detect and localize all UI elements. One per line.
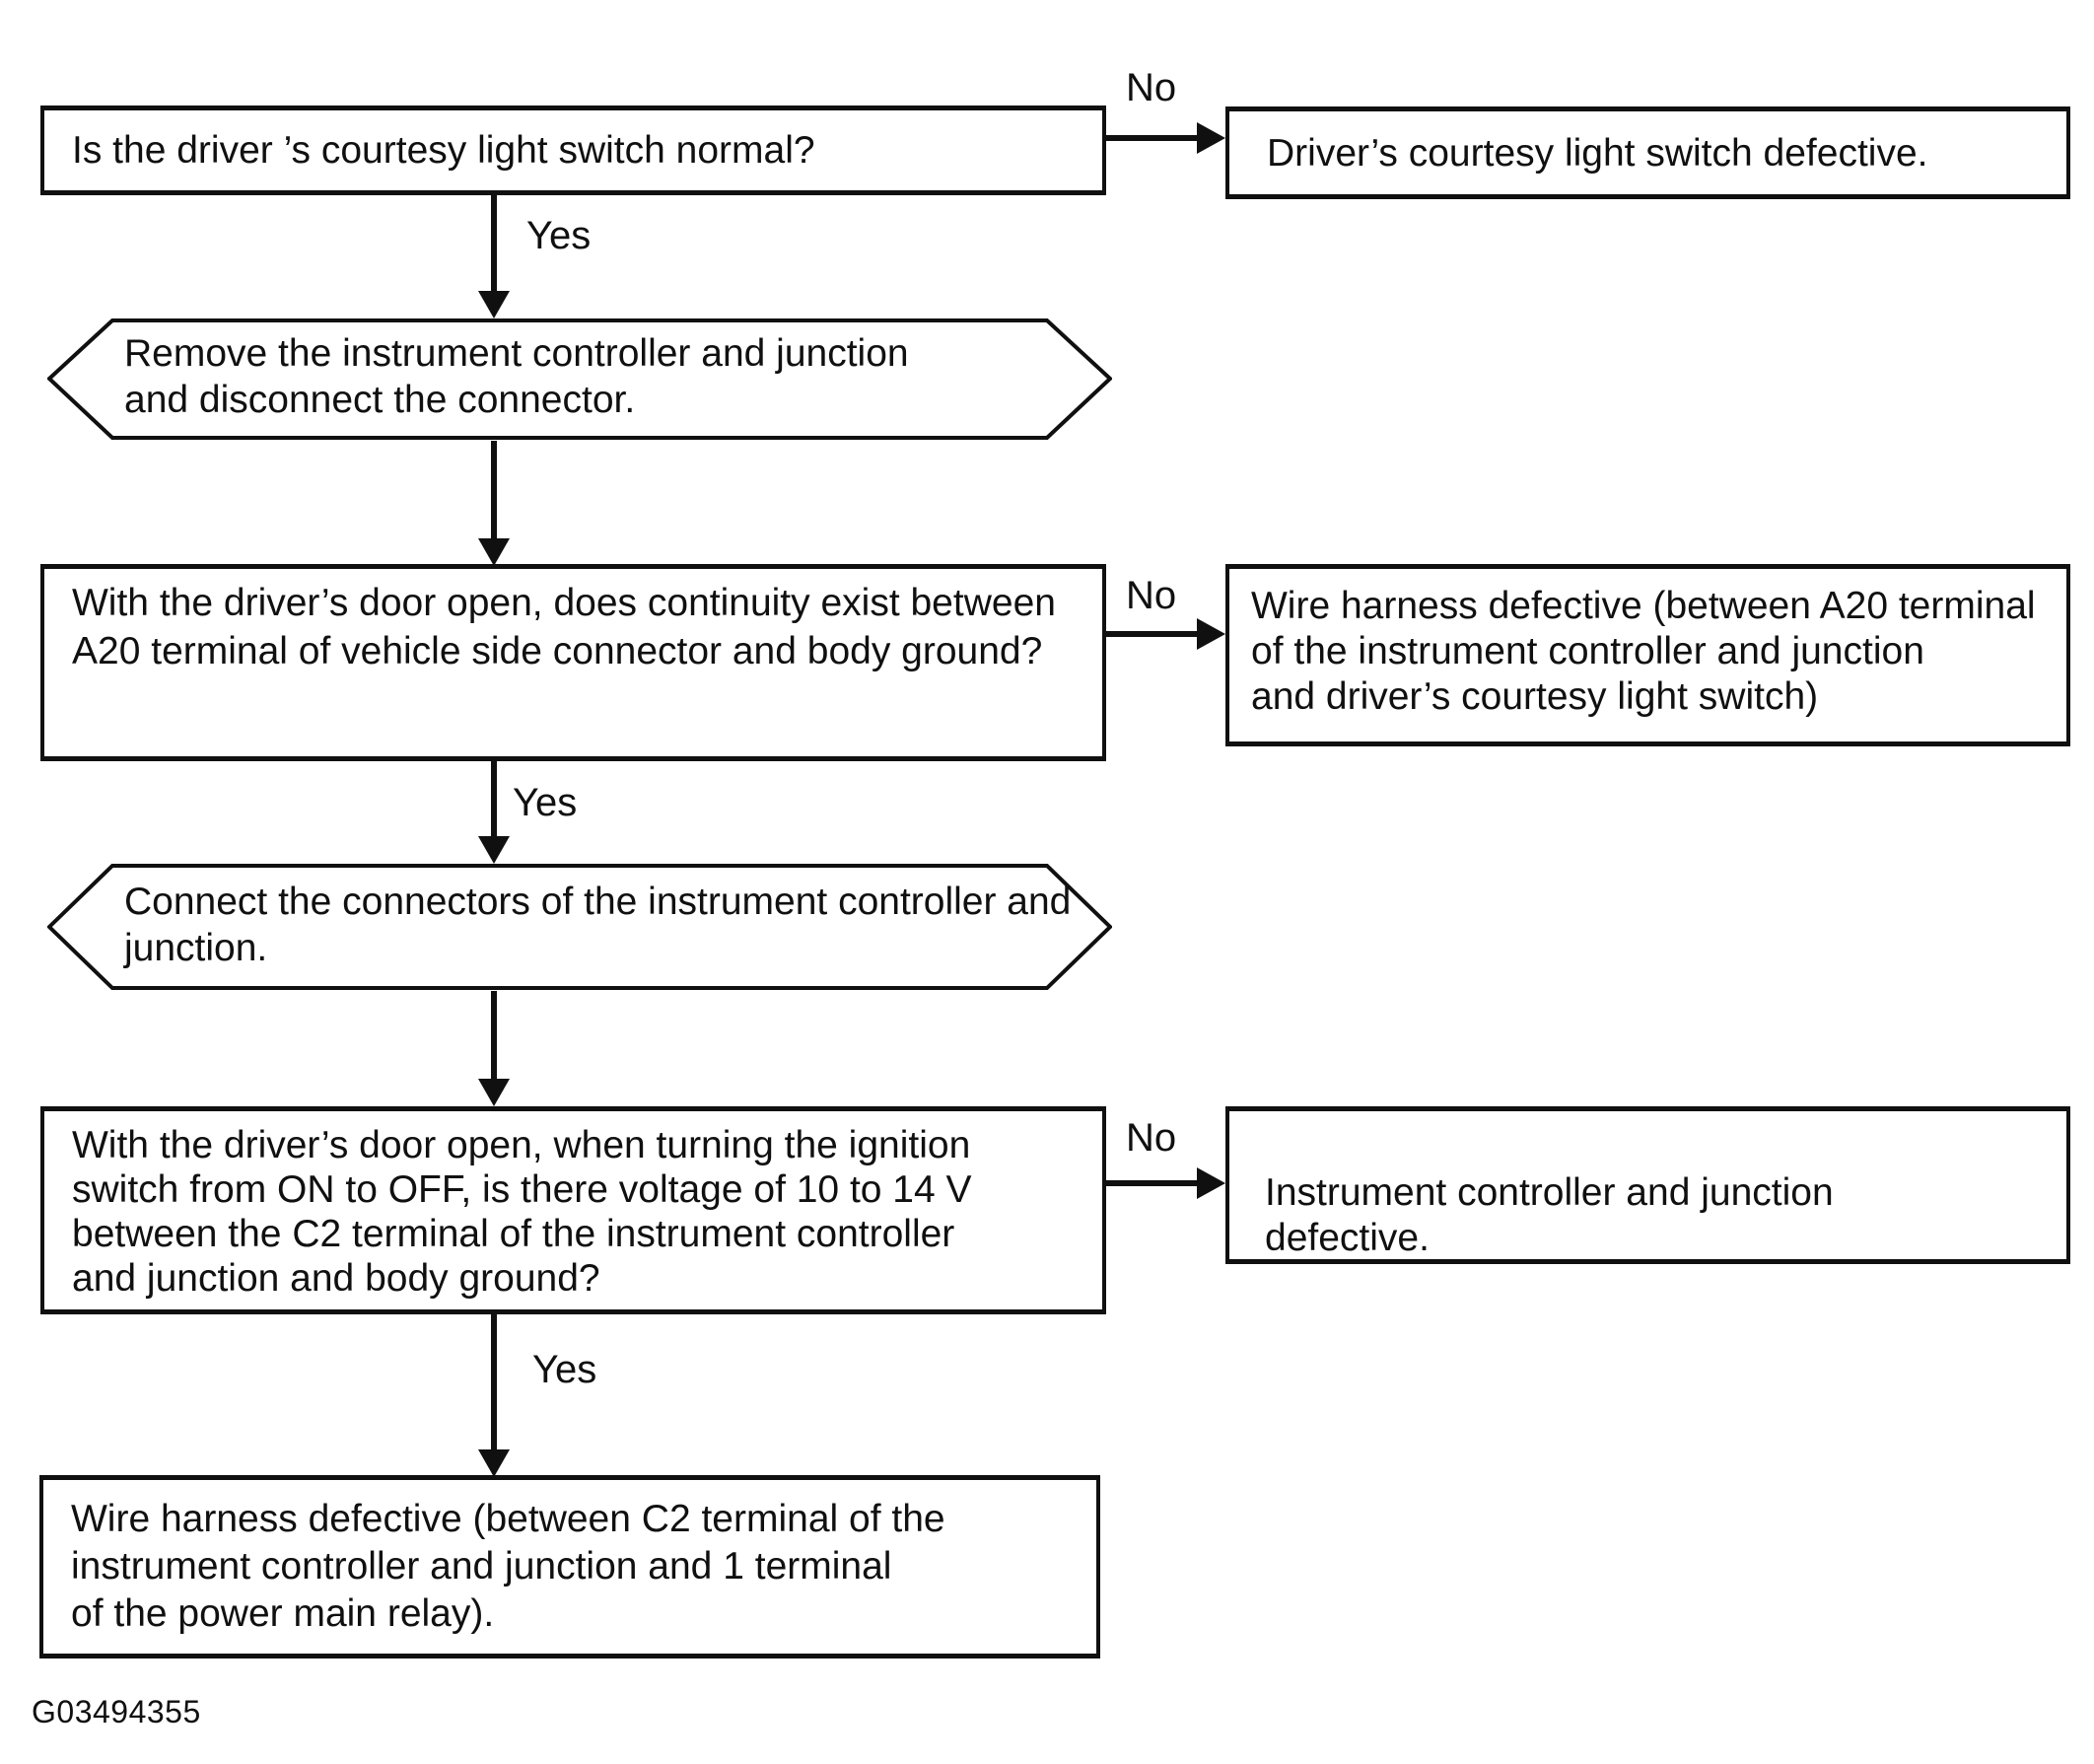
arrowhead-right-icon — [1197, 1167, 1225, 1199]
node-question-c2-voltage — [40, 1106, 1106, 1314]
node-text-block — [72, 1123, 1082, 1301]
node-text-block — [1265, 1170, 2053, 1261]
node-question-a20-continuity — [40, 564, 1106, 761]
node-text-block — [72, 579, 1082, 675]
node-line: of the power main relay). — [71, 1592, 495, 1635]
label-yes-3: Yes — [532, 1348, 597, 1391]
node-question-courtesy-switch-normal — [40, 106, 1106, 195]
node-line: between the C2 terminal of the instrument controller — [72, 1213, 955, 1255]
label-no-2: No — [1126, 574, 1177, 617]
node-line: switch from ON to OFF, is there voltage of 10 to 14 V — [72, 1168, 972, 1211]
node-line: With the driver’s door open, does continuity exist between — [72, 582, 1056, 624]
connector-q2-to-a2 — [1104, 631, 1199, 637]
connector-q1-to-a1 — [1104, 135, 1199, 141]
node-line: Instrument controller and junction — [1265, 1171, 1834, 1214]
node-line: and disconnect the connector. — [124, 379, 636, 421]
connector-q3-to-r1 — [491, 1314, 497, 1452]
node-line: Wire harness defective (between A20 terminal — [1251, 585, 2036, 627]
node-result-controller-junction-defective — [1225, 1106, 2070, 1264]
node-text-block — [124, 330, 909, 423]
node-process-remove-controller — [47, 318, 1112, 441]
arrowhead-right-icon — [1197, 122, 1225, 154]
arrowhead-down-icon — [478, 1079, 510, 1106]
connector-q3-to-a3 — [1104, 1180, 1199, 1186]
arrowhead-down-icon — [478, 836, 510, 864]
node-line: Connect the connectors of the instrument controller and — [124, 881, 1072, 923]
node-line: A20 terminal of vehicle side connector and body ground? — [72, 630, 1043, 672]
node-line: and junction and body ground? — [72, 1257, 600, 1300]
node-process-connect-connectors — [47, 863, 1112, 991]
node-text-block — [1251, 584, 2053, 720]
label-no-1: No — [1126, 66, 1177, 109]
node-line: Wire harness defective (between C2 terminal of the — [71, 1498, 945, 1540]
label-yes-2: Yes — [513, 781, 578, 824]
connector-q2-to-p2 — [491, 761, 497, 840]
figure-code: G03494355 — [32, 1694, 201, 1729]
connector-p1-to-q2 — [491, 441, 497, 541]
node-result-wire-harness-a20-defective — [1225, 564, 2070, 746]
node-text-block — [124, 879, 1071, 971]
connector-p2-to-q3 — [491, 991, 497, 1082]
node-text: Is the driver ’s courtesy light switch normal? — [72, 129, 815, 172]
node-text-block — [71, 1496, 1077, 1638]
arrowhead-down-icon — [478, 291, 510, 318]
label-no-3: No — [1126, 1116, 1177, 1160]
connector-q1-to-p1 — [491, 194, 497, 293]
arrowhead-right-icon — [1197, 618, 1225, 650]
node-line: Remove the instrument controller and junction — [124, 332, 909, 375]
node-line: With the driver’s door open, when turning the ignition — [72, 1124, 971, 1166]
node-result-wire-harness-c2-defective — [39, 1475, 1100, 1658]
arrowhead-down-icon — [478, 1449, 510, 1477]
node-line: defective. — [1265, 1217, 1430, 1259]
node-line: junction. — [124, 927, 268, 969]
arrowhead-down-icon — [478, 538, 510, 566]
label-yes-1: Yes — [526, 214, 592, 257]
node-line: instrument controller and junction and 1 terminal — [71, 1545, 892, 1588]
node-text: Driver’s courtesy light switch defective. — [1267, 131, 1928, 175]
node-line: of the instrument controller and junction — [1251, 630, 1924, 672]
node-line: and driver’s courtesy light switch) — [1251, 675, 1819, 718]
node-result-courtesy-switch-defective — [1225, 106, 2070, 199]
